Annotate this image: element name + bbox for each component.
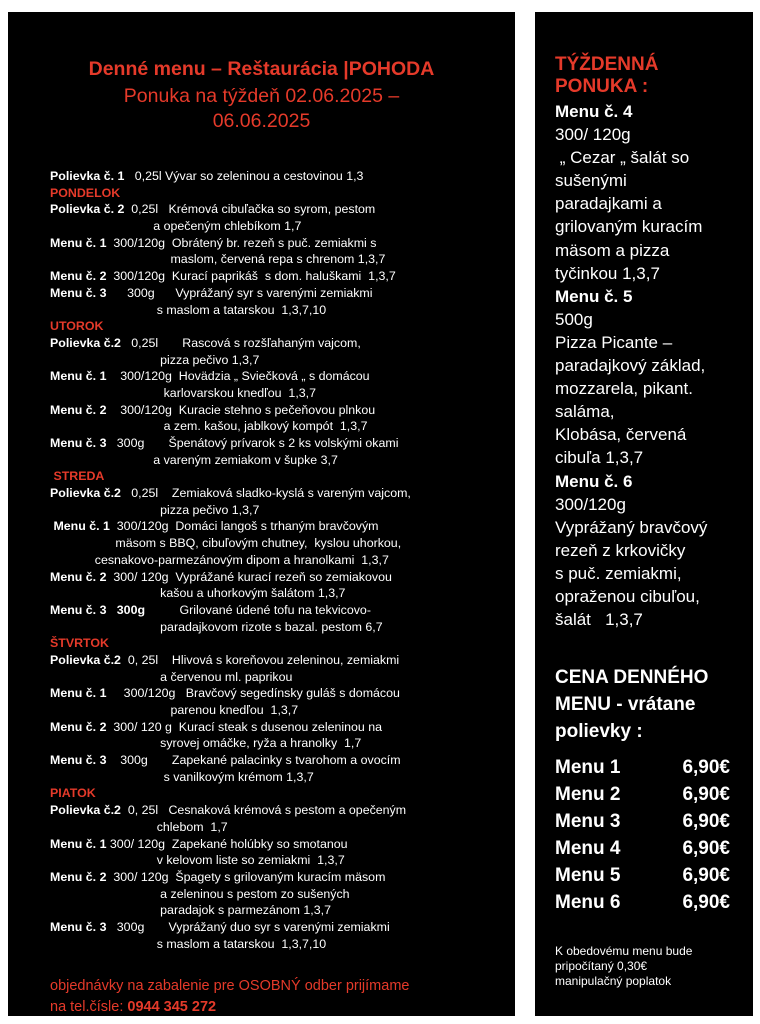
weekly-menu-label: Menu č. 5 [555, 286, 633, 306]
menu-item-label: Polievka č.2 [50, 803, 121, 818]
price-value: 6,90€ [682, 838, 730, 859]
menu-line [50, 418, 510, 435]
daily-menu-list [50, 168, 510, 952]
weekly-menu-text: paradajkový základ, [555, 356, 706, 376]
menu-item-text: 300/ 120g Špagety s grilovaným kuracím mäsom [106, 869, 386, 884]
menu-item-label: Menu č. 3 [50, 436, 107, 450]
menu-item-label: Menu č. 1 [50, 235, 107, 250]
menu-item-text: 300/ 120g Zapekané holúbky so smotanou [106, 836, 348, 851]
weekly-menu-text: cibuľa 1,3,7 [555, 448, 644, 468]
menu-line [50, 268, 510, 285]
note-line: manipulačný poplatok [555, 974, 672, 988]
day-label: STREDA [50, 469, 105, 484]
menu-item-text: paradajkovom rizote s bazal. pestom 6,7 [50, 619, 383, 634]
menu-line [50, 368, 510, 385]
price-heading-line: CENA DENNÉHO [555, 667, 709, 688]
day-heading [50, 318, 510, 335]
menu-line [50, 752, 510, 769]
menu-item-text: 0,25l Vývar so zeleninou a cestovinou 1,3 [124, 169, 364, 183]
weekly-menu-text: s puč. zemiakmi, [555, 563, 682, 583]
order-line: objednávky na zabalenie pre OSOBNÝ odber prijímame [50, 978, 410, 994]
menu-line [50, 485, 510, 502]
weekly-menu-text: 300/120g [555, 494, 626, 514]
menu-item-text: v kelovom liste so zemiakmi 1,3,7 [50, 853, 345, 868]
price-row [555, 754, 730, 781]
weekly-offer-list [555, 100, 750, 631]
menu-item-text: 300/120g Bravčový segedínsky guláš s domácou [106, 686, 400, 701]
menu-item-label: Polievka č.2 [50, 335, 121, 350]
subtitle-line-1: Ponuka na týždeň 02.06.2025 – [123, 85, 400, 107]
price-row [555, 835, 730, 862]
menu-line [50, 335, 510, 352]
price-list [555, 754, 730, 916]
weekly-menu-text: 300/ 120g [555, 125, 631, 145]
menu-line [50, 569, 510, 586]
weekly-offer-panel [535, 12, 753, 1016]
day-heading [50, 785, 510, 802]
menu-line [50, 919, 510, 936]
menu-item-label: Menu č. 3 [50, 919, 107, 934]
weekly-menu-text: šalát 1,3,7 [555, 610, 643, 630]
order-phone-line [50, 997, 409, 1018]
day-label: ŠTVRTOK [50, 636, 109, 651]
price-value: 6,90€ [682, 811, 730, 832]
menu-line [50, 719, 510, 736]
order-phone-prefix: na tel.čísle: [50, 999, 128, 1015]
menu-line [50, 902, 510, 919]
menu-item-text: mäsom s BBQ, cibuľovým chutney, kyslou uhorkou, [50, 536, 402, 551]
menu-item-text: cesnakovo-parmezánovým dipom a hranolkami 1,3,7 [50, 552, 389, 567]
menu-item-weight: 300g [106, 602, 146, 617]
menu-item-text: 300/120g Domáci langoš s trhaným bravčovým [109, 519, 379, 534]
weekly-menu-text: opraženou cibuľou, [555, 586, 700, 606]
menu-item-text: syrovej omáčke, ryža a hranolky 1,7 [50, 736, 362, 751]
weekly-menu-text: saláma, [555, 402, 615, 422]
price-menu-name: Menu 3 [555, 811, 621, 832]
menu-item-label: Polievka č. 2 [50, 202, 125, 217]
menu-item-label: Menu č. 1 [50, 519, 110, 534]
weekly-menu-text: mozzarela, pikant. [555, 379, 693, 399]
day-heading [50, 185, 510, 202]
menu-line [50, 836, 510, 853]
menu-line [50, 201, 510, 218]
weekly-menu-text: Klobása, červená [555, 425, 687, 445]
day-label: PIATOK [50, 786, 96, 801]
menu-title: Denné menu – Reštaurácia |POHODA [88, 58, 435, 80]
menu-item-text: Grilované údené tofu na tekvicovo- [145, 602, 371, 617]
price-row [555, 781, 730, 808]
menu-line [50, 652, 510, 669]
menu-item-label: Menu č. 1 [50, 369, 107, 384]
weekly-menu-text: sušenými [555, 171, 627, 191]
day-label: UTOROK [50, 319, 104, 334]
price-value: 6,90€ [682, 865, 730, 886]
weekly-heading-line-2: PONUKA : [555, 76, 649, 97]
menu-item-text: 300/ 120g Vyprážané kurací rezeň so zemiakovou [106, 569, 392, 584]
menu-line [50, 385, 510, 402]
price-heading [555, 664, 750, 745]
day-heading [50, 635, 510, 652]
menu-line [50, 819, 510, 836]
note-line: K obedovému menu bude [555, 944, 693, 958]
menu-line [50, 802, 510, 819]
menu-item-text: s maslom a tatarskou 1,3,7,10 [50, 936, 327, 951]
price-menu-name: Menu 2 [555, 784, 621, 805]
menu-item-label: Menu č. 2 [50, 719, 107, 734]
menu-item-label: Menu č. 2 [50, 269, 107, 284]
menu-line [50, 402, 510, 419]
menu-item-text: paradajok s parmezánom 1,3,7 [50, 903, 331, 918]
menu-item-text: 0,25l Krémová cibuľačka so syrom, pestom [124, 202, 376, 217]
menu-line [50, 452, 510, 469]
menu-item-text: kašou a uhorkovým šalátom 1,3,7 [50, 586, 346, 601]
price-row [555, 862, 730, 889]
menu-item-text: 300g Vyprážaný syr s varenými zemiakmi [106, 285, 373, 300]
menu-item-text: karlovarskou knedľou 1,3,7 [50, 385, 316, 400]
price-row [555, 889, 730, 916]
weekly-menu-text: 500g [555, 309, 593, 329]
price-heading-line: MENU - vrátane [555, 694, 696, 715]
menu-line [50, 168, 510, 185]
menu-item-text: 300/120g Hovädzia „ Sviečková „ s domácou [106, 369, 370, 384]
daily-menu-panel [8, 12, 515, 1016]
menu-item-text: s maslom a tatarskou 1,3,7,10 [50, 302, 327, 317]
menu-line [50, 552, 510, 569]
weekly-menu-text: tyčinkou 1,3,7 [555, 263, 660, 283]
menu-item-text: 300/120g Kuracie stehno s pečeňovou plnkou [106, 402, 376, 417]
menu-item-text: a zem. kašou, jablkový kompót 1,3,7 [50, 419, 368, 434]
menu-item-label: Menu č. 3 [50, 753, 107, 768]
menu-line [50, 235, 510, 252]
menu-line [50, 602, 510, 619]
order-info [50, 976, 409, 1018]
menu-line [50, 218, 510, 235]
menu-line [50, 352, 510, 369]
price-value: 6,90€ [682, 892, 730, 913]
price-menu-name: Menu 1 [555, 757, 621, 778]
weekly-menu-label: Menu č. 6 [555, 471, 633, 491]
menu-item-label: Menu č. 3 [50, 285, 107, 300]
menu-item-text: 0, 25l Cesnaková krémová s pestom a opečeným [120, 803, 407, 818]
menu-item-text: 300g Zapekané palacinky s tvarohom a ovocím [106, 753, 401, 768]
packaging-fee-note [555, 944, 735, 989]
menu-line [50, 535, 510, 552]
price-row [555, 808, 730, 835]
note-line: pripočítaný 0,30€ [555, 959, 648, 973]
menu-item-label: Polievka č.2 [50, 486, 121, 501]
weekly-menu-label: Menu č. 4 [555, 102, 633, 121]
menu-item-text: pizza pečivo 1,3,7 [50, 502, 260, 517]
day-heading [50, 468, 510, 485]
menu-item-text: 0, 25l Hlivová s koreňovou zeleninou, zemiakmi [120, 652, 400, 667]
menu-line [50, 302, 510, 319]
weekly-menu-text: Pizza Picante – [555, 332, 673, 352]
menu-line [50, 669, 510, 686]
menu-line [50, 769, 510, 786]
menu-line [50, 936, 510, 953]
weekly-heading-line-1: TÝŽDENNÁ [555, 54, 659, 75]
menu-line [50, 702, 510, 719]
menu-item-text: a vareným zemiakom v šupke 3,7 [50, 452, 338, 467]
menu-item-label: Menu č. 1 [50, 686, 107, 701]
menu-item-text: 300/120g Kurací paprikáš s dom. haluškami 1,3,7 [106, 269, 396, 284]
menu-line [50, 852, 510, 869]
menu-item-label: Menu č. 2 [50, 569, 107, 584]
menu-item-text: chlebom 1,7 [50, 819, 228, 834]
menu-line [50, 585, 510, 602]
menu-line [50, 251, 510, 268]
menu-item-label: Polievka č. 1 [50, 169, 125, 183]
price-value: 6,90€ [682, 784, 730, 805]
menu-item-text: 0,25l Zemiaková sladko-kyslá s vareným vajcom, [120, 486, 411, 501]
day-label: PONDELOK [50, 185, 121, 200]
menu-week-range [8, 84, 515, 134]
menu-item-text: 300/120g Obrátený br. rezeň s puč. zemiakmi s [106, 235, 377, 250]
menu-line [50, 435, 510, 452]
weekly-menu-text: grilovaným kuracím [555, 217, 703, 237]
price-menu-name: Menu 6 [555, 892, 621, 913]
weekly-menu-text: rezeň z krkovičky [555, 540, 686, 560]
phone-number: 0944 345 272 [127, 999, 217, 1015]
menu-item-text: s vanilkovým krémom 1,3,7 [50, 769, 314, 784]
weekly-offer-heading [555, 54, 745, 98]
weekly-menu-text: „ Cezar „ šalát so [555, 148, 690, 168]
price-menu-name: Menu 5 [555, 865, 621, 886]
menu-item-text: parenou knedľou 1,3,7 [50, 703, 299, 717]
weekly-menu-text: mäsom a pizza [555, 240, 670, 260]
menu-line [50, 285, 510, 302]
menu-item-label: Menu č. 2 [50, 869, 107, 884]
menu-item-label: Menu č. 3 [50, 602, 107, 617]
menu-line [50, 518, 510, 535]
menu-item-text: maslom, červená repa s chrenom 1,3,7 [50, 252, 386, 267]
menu-item-text: a zeleninou s pestom zo sušených [50, 886, 350, 901]
price-heading-line: polievky : [555, 721, 643, 742]
price-menu-name: Menu 4 [555, 838, 621, 859]
price-value: 6,90€ [682, 757, 730, 778]
menu-item-label: Menu č. 2 [50, 402, 107, 417]
menu-item-text: 0,25l Rascová s rozšľahaným vajcom, [120, 335, 361, 350]
subtitle-line-2: 06.06.2025 [212, 110, 311, 132]
menu-item-text: pizza pečivo 1,3,7 [50, 352, 260, 367]
menu-item-text: 300/ 120 g Kurací steak s dusenou zeleninou na [106, 719, 383, 734]
menu-item-text: 300g Špenátový prívarok s 2 ks volskými okami [106, 436, 399, 450]
weekly-menu-text: Vyprážaný bravčový [555, 517, 708, 537]
menu-item-label: Polievka č.2 [50, 652, 121, 667]
menu-item-label: Menu č. 1 [50, 836, 107, 851]
menu-line [50, 869, 510, 886]
menu-item-text: a opečeným chlebíkom 1,7 [50, 219, 302, 234]
weekly-menu-text: paradajkami a [555, 194, 662, 214]
menu-line [50, 619, 510, 636]
menu-line [50, 685, 510, 702]
menu-line [50, 886, 510, 903]
menu-item-text: 300g Vyprážaný duo syr s varenými zemiakmi [106, 919, 390, 934]
menu-line [50, 735, 510, 752]
menu-item-text: a červenou ml. paprikou [50, 669, 293, 684]
menu-line [50, 502, 510, 519]
